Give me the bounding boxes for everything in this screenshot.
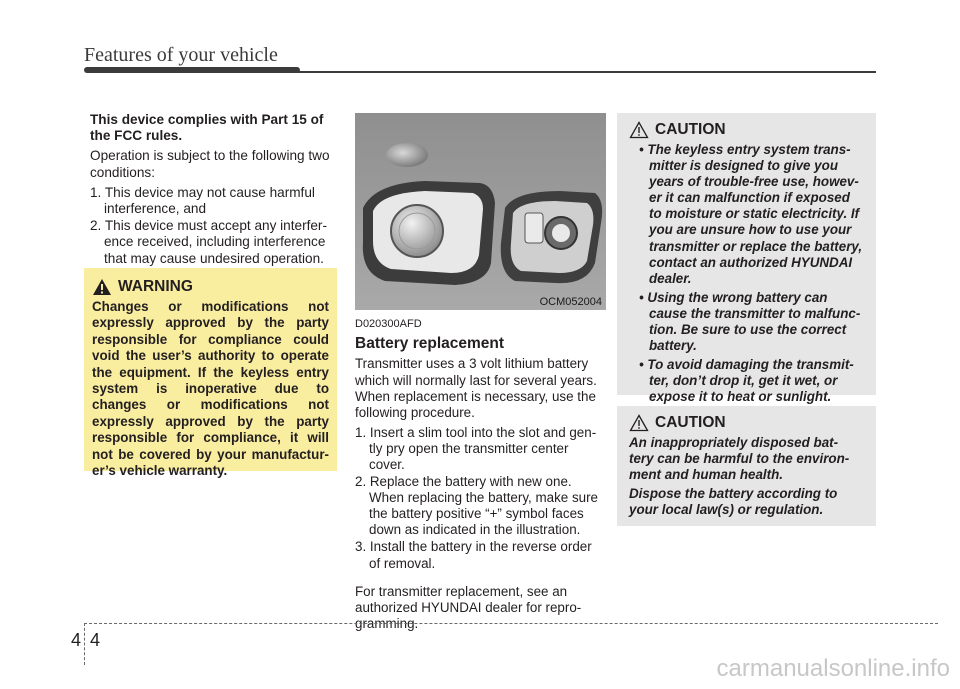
fcc-condition: 2. This device must accept any interfer- ence received, including interference that may cause undesired operation. bbox=[90, 218, 327, 266]
section-title: Battery replacement bbox=[355, 335, 505, 353]
caution-list bbox=[629, 142, 866, 406]
caution-triangle-icon bbox=[629, 121, 649, 139]
battery-photo bbox=[355, 113, 606, 310]
battery-step: 1. Insert a slim tool into the slot and gen- tly pry open the transmitter center cover. bbox=[355, 424, 597, 472]
fcc-heading: This device complies with Part 15 of the FCC rules. bbox=[90, 112, 324, 144]
warning-heading bbox=[92, 278, 329, 296]
header-rule-thick bbox=[84, 67, 300, 73]
caution-item: • To avoid damaging the transmit- ter, don’t drop it, get it wet, or expose it to heat or sunlight. bbox=[639, 357, 854, 405]
caution-paragraph: An inappropriately disposed bat- tery can be harmful to the environ- ment and human health. bbox=[629, 435, 850, 483]
warning-box bbox=[84, 268, 337, 479]
footer-rule bbox=[84, 623, 938, 624]
battery-intro: Transmitter uses a 3 volt lithium battery which will normally last for several years. When replacement is necessary, use the following procedure. bbox=[355, 356, 597, 420]
caution-label: CAUTION bbox=[655, 121, 726, 138]
header-rule-thin bbox=[296, 71, 876, 73]
caution-heading bbox=[629, 121, 866, 139]
transmitter-illustration bbox=[355, 113, 606, 310]
battery-note: For transmitter replacement, see an authorized HYUNDAI dealer for repro- gramming. bbox=[355, 583, 582, 631]
caution-box-1 bbox=[617, 113, 876, 405]
caution-paragraph: Dispose the battery according to your local law(s) or regulation. bbox=[629, 486, 838, 518]
caution-heading bbox=[629, 414, 866, 432]
battery-step: 2. Replace the battery with new one. When replacing the battery, make sure the battery positive “+” symbol faces down as indicated in the illustration. bbox=[355, 474, 598, 538]
caution-box-2 bbox=[617, 406, 876, 526]
warning-text: Changes or modifications not expressly approved by the party responsible for compliance could void the user’s authority to operate the equipment. If the keyless entry system is inoperative due to changes or modifications not expressly approved by the party responsible for compliance, it will not be covered by your manufactur- er’s vehicle warranty. bbox=[92, 299, 329, 479]
caution-item: • The keyless entry system trans- mitter is designed to give you years of trouble-free use, howev- er it can malfunction if exposed to moisture or static electricity. If you are unsure how to use your transmitter or replace the battery, contact an authorized HYUNDAI dealer. bbox=[639, 142, 863, 286]
caution-label: CAUTION bbox=[655, 414, 726, 431]
section-code: D020300AFD bbox=[355, 318, 422, 330]
fcc-section bbox=[90, 112, 336, 268]
fcc-condition: 1. This device may not cause harmful interference, and bbox=[90, 184, 315, 217]
page-number: 4 bbox=[90, 630, 101, 650]
battery-section bbox=[355, 316, 605, 636]
page-number-section: 4 bbox=[71, 630, 82, 650]
fcc-intro: Operation is subject to the following two conditions: bbox=[90, 148, 330, 180]
warning-label: WARNING bbox=[118, 278, 193, 295]
fcc-conditions-list bbox=[90, 185, 336, 267]
watermark: carmanualsonline.info bbox=[716, 655, 950, 682]
page-header-title: Features of your vehicle bbox=[84, 44, 278, 66]
caution-item: • Using the wrong battery can cause the transmitter to malfunc- tion. Be sure to use the correct battery. bbox=[639, 289, 861, 354]
warning-triangle-icon bbox=[92, 278, 112, 296]
caution-triangle-icon bbox=[629, 414, 649, 432]
battery-steps-list bbox=[355, 425, 605, 572]
figure-code: OCM052004 bbox=[539, 296, 602, 308]
footer-vertical-rule bbox=[84, 623, 85, 665]
battery-step: 3. Install the battery in the reverse order of removal. bbox=[355, 539, 592, 571]
